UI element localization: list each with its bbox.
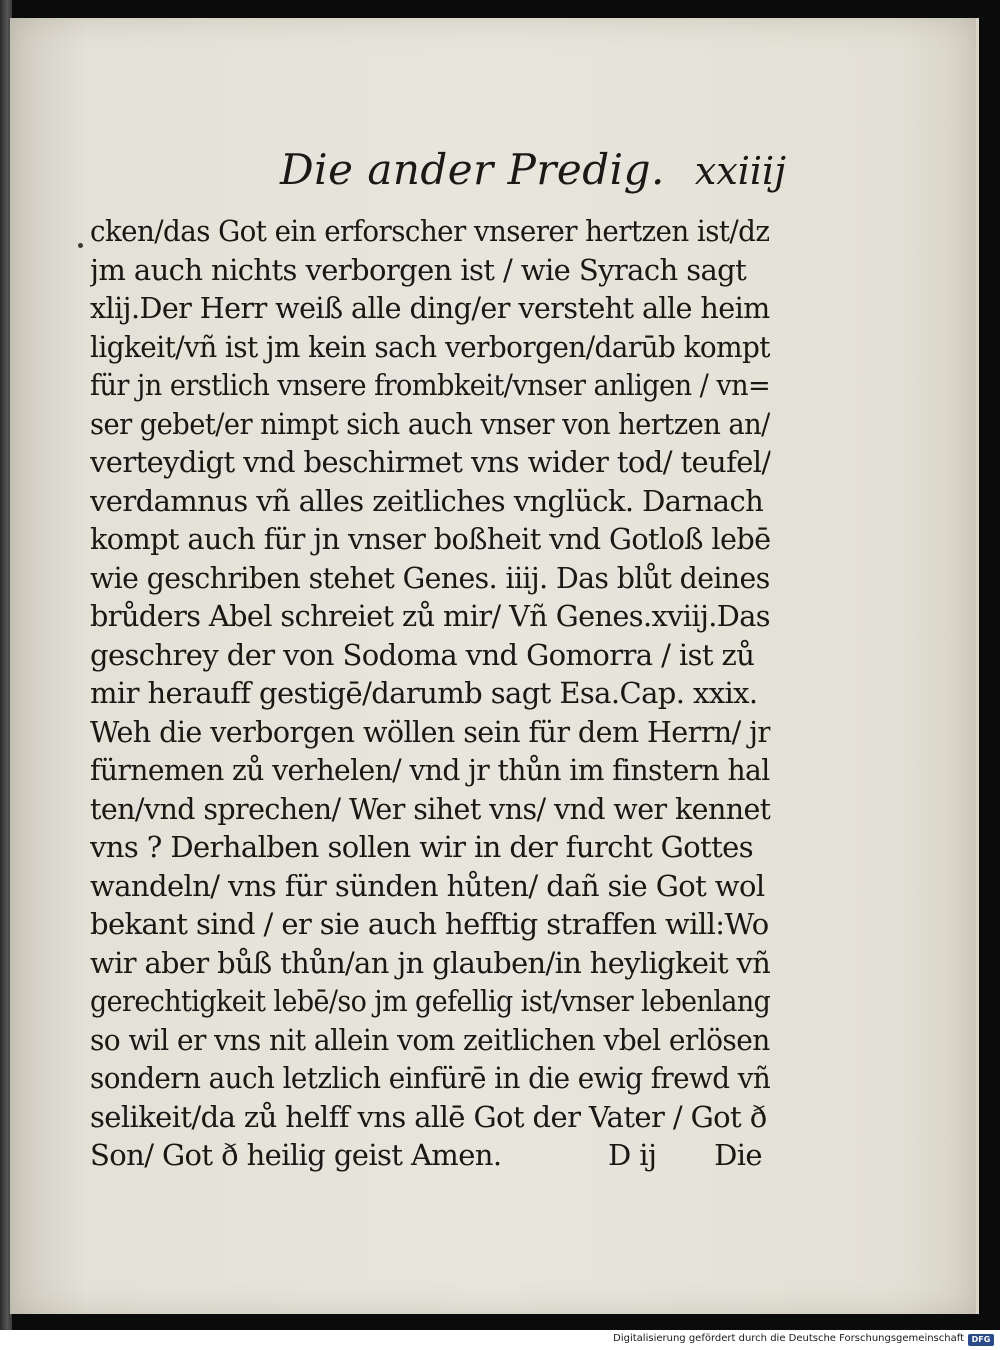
text-line: wir aber bůß thůn/an jn glauben/in heyligkeit vñ (90, 945, 770, 980)
text-line: ser gebet/er nimpt sich auch vnser von hertzen an/ (90, 406, 770, 441)
body-text (90, 212, 771, 1172)
text-line: cken/das Got ein erforscher vnserer hertzen ist/dz (90, 214, 770, 248)
text-line: jm auch nichts verborgen ist / wie Syrach sagt (90, 252, 747, 287)
running-title: Die ander Predig. (280, 145, 665, 194)
text-line: Son/ Got ð heilig geist Amen. (90, 1138, 502, 1172)
text-line: selikeit/da zů helff vns allē Got der Vater / Got ð (90, 1099, 767, 1134)
text-line: kompt auch für jn vnser boßheit vnd Gotloß lebē (90, 522, 771, 556)
text-line: fürnemen zů verhelen/ vnd jr thůn im finstern hal (90, 753, 770, 787)
text-line: ten/vnd sprechen/ Wer sihet vns/ vnd wer kennet (90, 791, 771, 826)
text-line: wie geschriben stehet Genes. iiij. Das blůt deines (90, 560, 770, 595)
text-line: xlij.Der Herr weiß alle ding/er versteht alle heim (90, 291, 770, 325)
page-border (976, 18, 979, 1314)
footer-bar (0, 1330, 1000, 1350)
last-line (90, 1136, 770, 1175)
text-line: geschrey der von Sodoma vnd Gomorra / ist zů (90, 637, 755, 672)
text-line: sondern auch letzlich einfürē in die ewig frewd vñ (90, 1061, 770, 1095)
text-line: mir herauff gestigē/darumb sagt Esa.Cap. xxix. (90, 676, 758, 710)
text-line: bekant sind / er sie auch hefftig straffen will:Wo (90, 907, 769, 941)
funding-credit: Digitalisierung gefördert durch die Deutsche Forschungsgemeinschaft (613, 1333, 964, 1344)
text-line: brůders Abel schreiet zů mir/ Vñ Genes.xviij.Das (90, 599, 770, 633)
text-line: wandeln/ vns für sünden hůten/ dañ sie Got wol (90, 868, 765, 903)
folio-number: xxiiij (694, 149, 786, 193)
catchword: Die (714, 1138, 762, 1172)
text-line: verteydigt vnd beschirmet vns wider tod/ teufel/ (90, 445, 771, 479)
text-line: für jn erstlich vnsere frombkeit/vnser anligen / vn= (90, 368, 771, 402)
margin-mark (78, 243, 83, 248)
text-line: ligkeit/vñ ist jm kein sach verborgen/darūb kompt (90, 329, 770, 364)
page-header (280, 145, 790, 205)
text-line: vns ? Derhalben sollen wir in der furcht Gottes (90, 830, 754, 864)
text-line: Weh die verborgen wöllen sein für dem Herrn/ jr (90, 714, 771, 749)
dfg-logo-icon: DFG (968, 1334, 994, 1346)
text-line: gerechtigkeit lebē/so jm gefellig ist/vnser lebenlang (90, 984, 771, 1018)
signature-mark: D ij (608, 1138, 657, 1172)
text-line: verdamnus vñ alles zeitliches vnglück. Darnach (90, 483, 764, 518)
text-line: so wil er vns nit allein vom zeitlichen vbel erlösen (90, 1022, 770, 1057)
